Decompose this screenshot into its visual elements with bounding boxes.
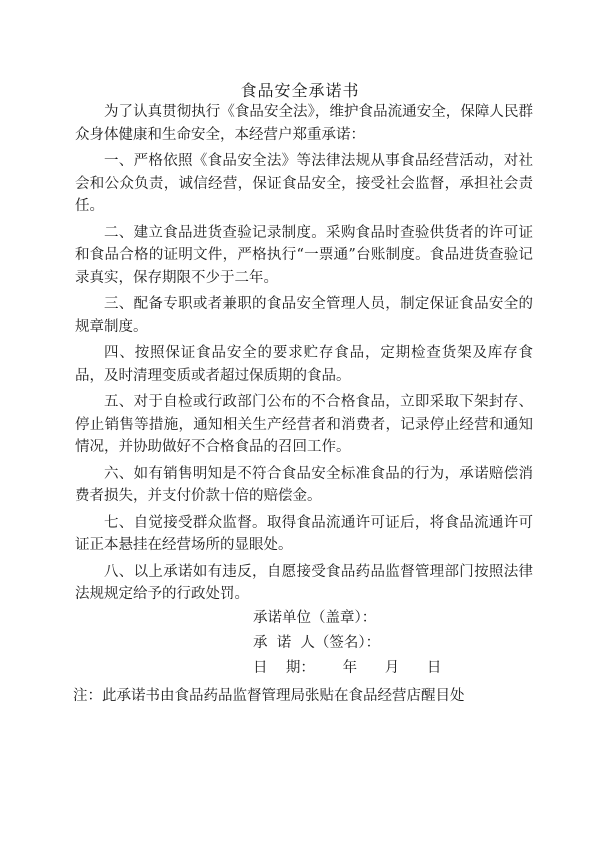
promisor-signature-label: 承 诺 人（签名）： <box>253 635 381 651</box>
footer-note: 注：此承诺书由食品药品监督管理局张贴在食品经营店醒目处 <box>73 688 465 704</box>
clause-4: 四、按照保证食品安全的要求贮存食品，定期检查货架及库存食品，及时清理变质或者超过保质期的食品。 <box>75 345 533 384</box>
date-label: 日 期： 年 月 日 <box>253 660 442 676</box>
clause-6: 六、如有销售明知是不符合食品安全标准食品的行为，承诺赔偿消费者损失，并支付价款十倍的赔偿金。 <box>75 465 533 504</box>
document-body <box>75 101 533 610</box>
clause-2: 二、建立食品进货查验记录制度。采购食品时查验供货者的许可证和食品合格的证明文件，严格执行“一票通”台账制度。食品进货查验记录真实，保存期限不少于二年。 <box>75 224 533 286</box>
clause-8: 八、以上承诺如有违反，自愿接受食品药品监督管理部门按照法律法规规定给予的行政处罚。 <box>75 563 533 602</box>
clause-3: 三、配备专职或者兼职的食品安全管理人员，制定保证食品安全的规章制度。 <box>75 296 533 335</box>
clause-7: 七、自觉接受群众监督。取得食品流通许可证后，将食品流通许可证正本悬挂在经营场所的显眼处。 <box>75 514 533 553</box>
clause-5: 五、对于自检或行政部门公布的不合格食品，立即采取下架封存、停止销售等措施，通知相关生产经营者和消费者，记录停止经营和通知情况，并协助做好不合格食品的召回工作。 <box>75 394 533 455</box>
unit-seal-label: 承诺单位（盖章）： <box>253 610 377 626</box>
intro-paragraph: 为了认真贯彻执行《食品安全法》，维护食品流通安全，保障人民群众身体健康和生命安全，本经营户郑重承诺： <box>75 104 533 143</box>
signature-block <box>253 606 441 681</box>
document-title: 食品安全承诺书 <box>240 81 360 100</box>
clause-1: 一、严格依照《食品安全法》等法律法规从事食品经营活动，对社会和公众负责，诚信经营，保证食品安全，接受社会监督，承担社会责任。 <box>75 153 533 214</box>
